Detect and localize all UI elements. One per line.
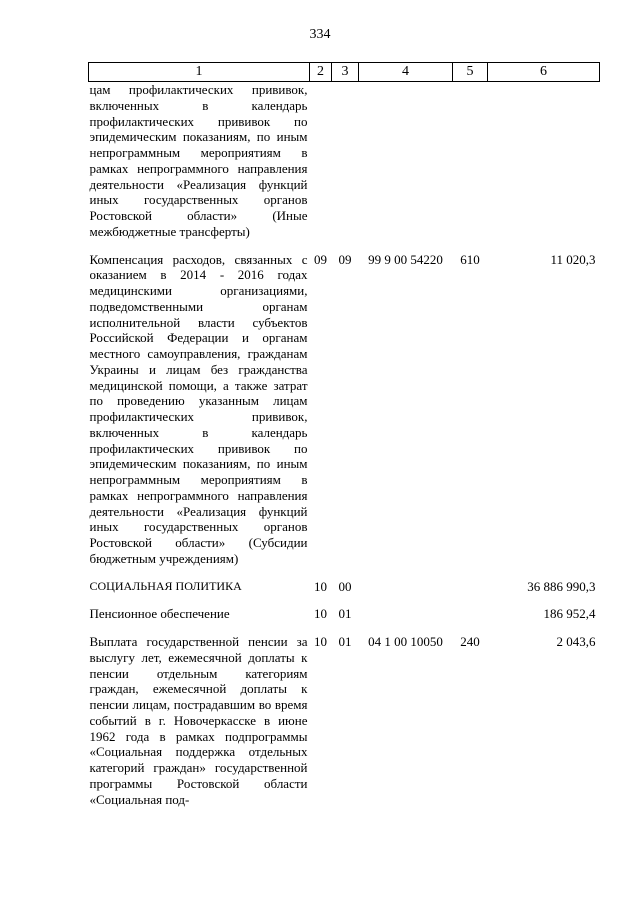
column-number-row xyxy=(89,63,600,82)
expense-type-code xyxy=(453,606,488,634)
subsection-code: 00 xyxy=(338,578,352,594)
amount: 36 886 990,3 xyxy=(527,578,596,594)
subsection-code: 01 xyxy=(338,634,352,649)
target-article-code: 04 1 00 10050 xyxy=(368,634,443,649)
column-header: 3 xyxy=(332,63,359,82)
target-article-code: 99 9 00 54220 xyxy=(368,251,443,267)
expense-name: СОЦИАЛЬНАЯ ПОЛИТИКА xyxy=(89,578,242,593)
expense-name: Выплата государственной пенсии за выслугу лет, ежемесячной доплаты к пенсии отдельным категориям граждан, ежемесячной доплаты к пенсии лицам, пострадавшим во время событий в г. Новочеркасске в июне 1962 года в рамках подпрограммы «Социальная поддержка отдельных категорий граждан» государственной программы Ростовской области «Социальная под- xyxy=(89,634,308,807)
column-header: 6 xyxy=(488,63,600,82)
expense-type-code: 610 xyxy=(460,251,480,267)
expense-type-code xyxy=(453,579,488,607)
table-row xyxy=(89,606,600,634)
subsection-code: 01 xyxy=(338,606,352,622)
section-code xyxy=(310,82,332,252)
amount: 11 020,3 xyxy=(550,251,596,267)
column-header: 4 xyxy=(359,63,453,82)
subsection-code xyxy=(332,82,359,252)
page-number: 334 xyxy=(309,27,331,42)
target-article-code xyxy=(359,579,453,607)
target-article-code xyxy=(359,82,453,252)
table-row xyxy=(89,82,600,252)
section-code: 09 xyxy=(314,251,327,267)
target-article-code xyxy=(359,606,453,634)
column-header: 2 xyxy=(310,63,332,82)
table-row xyxy=(89,252,600,579)
budget-table xyxy=(88,62,600,819)
amount: 186 952,4 xyxy=(543,606,596,622)
expense-name: Компенсация расходов, связанных с оказанием в 2014 - 2016 годах медицинскими организациями, подведомственными органам исполнительной власти субъектов Российской Федерации и органам местного самоуправления, гражданам Украины и лицам без гражданства медицинской помощи, а также затрат по проведению указанным лицам профилактических прививок, включенных в календарь профилактических прививок по эпидемическим показаниям, по иным непрограммным мероприятиям в рамках непрограммного направления деятельности «Реализация функций иных государственных органов Ростовской области» (Субсидии бюджетным учреждениям) xyxy=(89,251,308,566)
amount xyxy=(488,82,600,252)
section-code: 10 xyxy=(314,606,327,622)
subsection-code: 09 xyxy=(338,251,352,267)
expense-type-code: 240 xyxy=(460,634,480,649)
expense-type-code xyxy=(453,82,488,252)
expense-name: цам профилактических прививок, включенных в календарь профилактических прививок по эпидемическим показаниям, по иным непрограммным мероприятиям в рамках непрограммного направления деятельности «Реализация функций иных государственных органов Ростовской области» (Иные межбюджетные трансферты) xyxy=(89,82,308,239)
section-code: 10 xyxy=(314,634,327,649)
table-row xyxy=(89,579,600,607)
column-header: 1 xyxy=(89,63,310,82)
section-code: 10 xyxy=(314,578,327,594)
expense-name: Пенсионное обеспечение xyxy=(89,606,230,622)
column-header: 5 xyxy=(453,63,488,82)
table-row xyxy=(89,634,600,819)
amount: 2 043,6 xyxy=(556,634,596,649)
